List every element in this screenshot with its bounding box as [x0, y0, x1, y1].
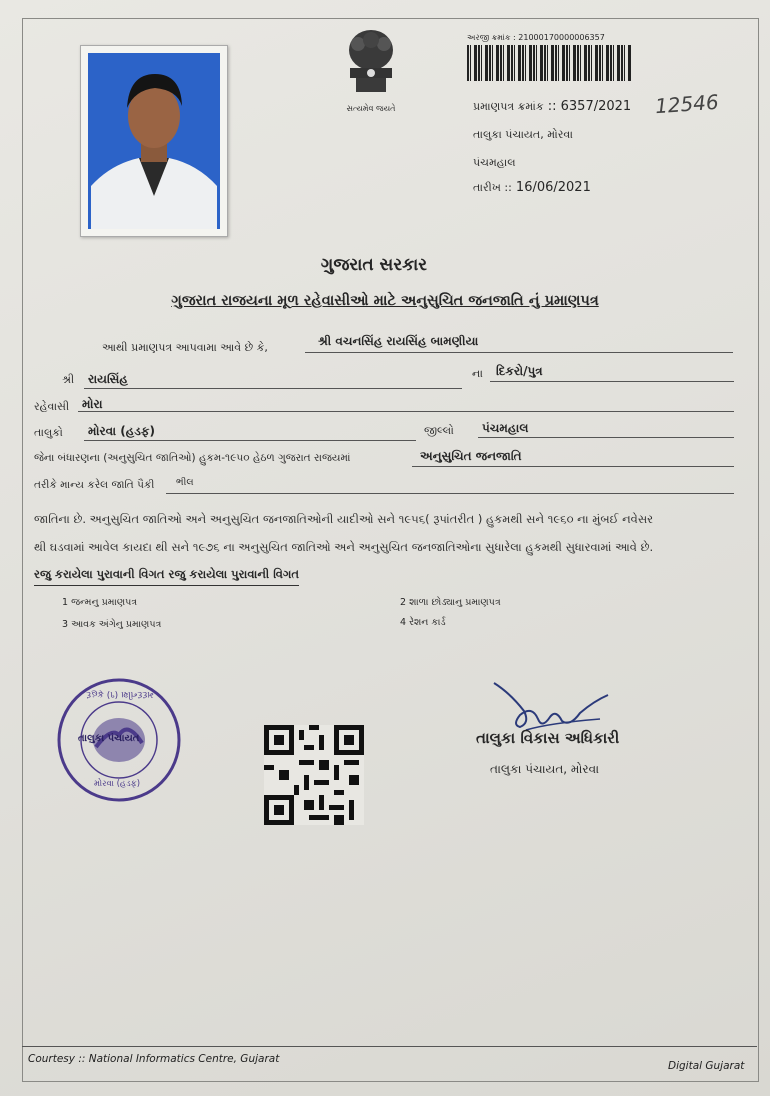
official-seal [56, 677, 182, 803]
district-label: જીલ્લો [424, 424, 454, 437]
certificate-number: :: 6357/2021 [547, 99, 632, 114]
date-label: તારીખ :: [473, 181, 512, 194]
father-prefix: શ્રી [62, 373, 75, 386]
date-row [473, 180, 591, 195]
taluka-label: તાલુકો [34, 426, 63, 439]
relation-label: ના [472, 367, 483, 380]
caste-value: ભીલ [176, 477, 194, 488]
footer-brand: Digital Gujarat [668, 1060, 745, 1072]
evidence-item: 4 રેશન કાર્ડ [400, 617, 446, 628]
seal-bottom-text: મોરવા (હડફ) [94, 779, 141, 789]
officer-office: તાલુકા પંચાયત, મોરવા [490, 762, 600, 776]
seal-center-text: તાલુકા પંચાયત [78, 733, 140, 744]
officer-title: તાલુકા વિકાસ અધિકારી [476, 729, 620, 747]
evidence-item: 2 શાળા છોડ્યાનુ પ્રમાણપત્ર [400, 597, 501, 608]
legal-paragraph-line-1: જાતિના છે. અનુસુચિત જાતિઓ અને અનુસુચિત જનજાતિઓની યાદીઓ સને ૧૯૫૬( રૂપાંતરીત ) હુકમથી સને ૧૯૬૦ ના મુંબઈ નવેસર [34, 512, 654, 526]
footer-divider [22, 1046, 757, 1047]
barcode [467, 45, 632, 81]
order-value: અનુસુચિત જનજાતિ [420, 449, 522, 463]
issuing-district: પંચમહાલ [473, 156, 516, 169]
qr-code [264, 723, 364, 827]
caste-line [166, 493, 734, 494]
issue-date: 16/06/2021 [515, 180, 591, 195]
resident-label: રહેવાસી [34, 400, 70, 413]
legal-paragraph-line-2: થી ઘડવામાં આવેલ કાયદા થી સને ૧૯૭૬ ના અનુસુચિત જાતિઓ અને અનુસુચિત જનજાતિઓના સુધારેલા હુકમથી સુધારવામાં આવે છે. [34, 540, 654, 554]
state-emblem-icon [336, 22, 406, 104]
certificate-title: ગુજરાત રાજયના મૂળ રહેવાસીઓ માટે અનુસુચિત જનજાતિ નું પ્રમાણપત્ર [171, 293, 599, 309]
evidence-item: 3 આવક અંગેનુ પ્રમાણપત્ર [62, 619, 162, 630]
handwritten-number: 12546 [654, 89, 720, 119]
certificate-number-label: પ્રમાણપત્ર ક્રમાંક [473, 100, 544, 113]
footer-courtesy: Courtesy :: National Informatics Centre, Gujarat [28, 1053, 280, 1065]
taluka-value: મોરવા (હડફ) [88, 424, 155, 438]
evidence-item: 1 જન્મનુ પ્રમાણપત્ર [62, 597, 138, 608]
caste-label: તરીકે માન્ય કરેલ જાતિ પૈકી [34, 479, 155, 491]
issued-to-line [305, 352, 733, 353]
district-line [478, 437, 734, 438]
seal-top-text: મદદનીશ (૧) ફહદ [86, 689, 154, 699]
evidence-heading: રજુ કરાયેલા પુરાવાની વિગત રજુ કરાયેલા પુરાવાની વિગત [34, 567, 299, 586]
issuing-office: તાલુકા પંચાયત, મોરવા [473, 128, 573, 141]
district-value: પંચમહાલ [482, 421, 529, 435]
government-title: ગુજરાત સરકાર [320, 255, 428, 275]
applicant-photo [80, 45, 228, 237]
certificate-number-row [473, 99, 631, 114]
emblem-motto: સત્યમેવ જયતે [346, 104, 396, 113]
application-number: અરજી ક્રમાંક : 21000170000006357 [467, 33, 605, 42]
order-label: જેના બંધારણના (અનુસુચિત જાતિઓ) હુકમ-૧૯૫૦ હેઠળ ગુજરાત રાજયમાં [34, 452, 351, 464]
resident-line [78, 411, 734, 412]
relation-value: દિકરો/પુત્ર [496, 364, 543, 378]
father-name: રાયસિંહ [88, 372, 128, 386]
resident-value: મોરા [82, 397, 103, 411]
issued-to-label: આથી પ્રમાણપત્ર આપવામા આવે છે કે, [102, 341, 268, 354]
issued-to-name: શ્રી વચનસિંહ રાયસિંહ બામણીયા [318, 334, 479, 348]
taluka-line [84, 440, 416, 441]
father-line [84, 388, 462, 389]
order-line [412, 466, 734, 467]
relation-line [490, 381, 734, 382]
